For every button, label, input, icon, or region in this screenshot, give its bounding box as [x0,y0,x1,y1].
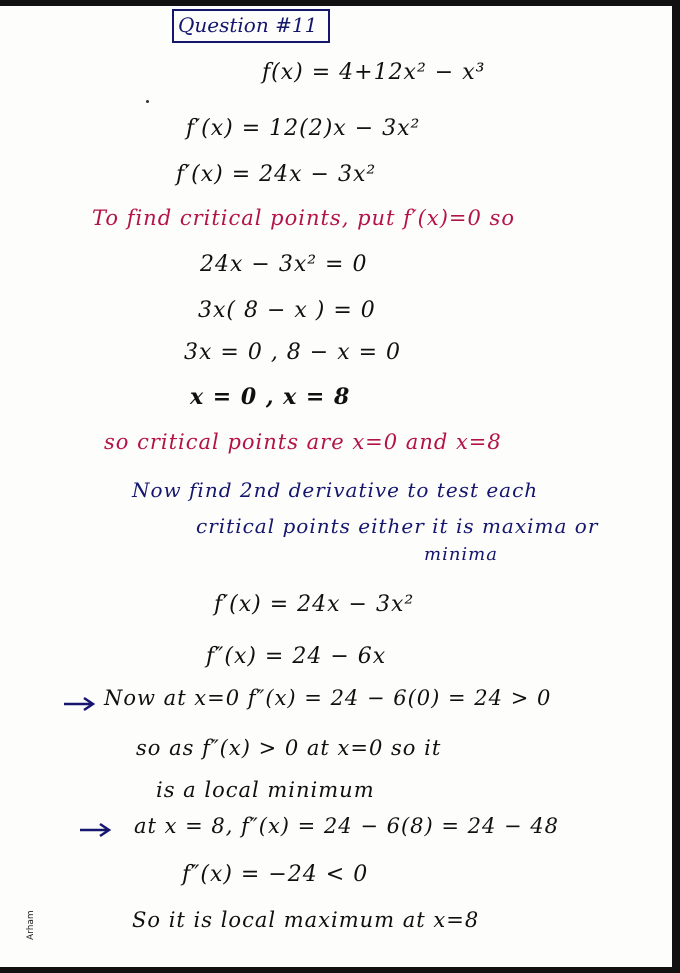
minimum-reason: so as f″(x) > 0 at x=0 so it [136,736,442,760]
critical-points-statement: so critical points are x=0 and x=8 [104,430,502,454]
bottom-border [0,967,680,973]
second-derivative-intro-cont: critical points either it is maxima or [196,514,599,538]
arrow-icon [62,696,98,712]
equation-set-zero: 24x − 3x² = 0 [200,252,368,277]
split-equations: 3x = 0 , 8 − x = 0 [184,340,402,365]
critical-values: x = 0 , x = 8 [190,384,351,410]
second-derivative-value: f″(x) = −24 < 0 [182,862,369,887]
second-derivative-intro-end: minima [424,544,498,565]
arrow-icon [78,822,114,838]
heading: Question #11 [178,13,318,37]
critical-instruction: To find critical points, put f′(x)=0 so [92,206,515,230]
right-border [672,0,680,973]
top-border [0,0,680,6]
function-line: f(x) = 4+12x² − x³ [262,60,486,85]
minimum-conclusion: is a local minimum [156,778,375,802]
ink-dot [146,100,149,103]
test-at-eight: at x = 8, f″(x) = 24 − 6(8) = 24 − 48 [134,814,560,838]
second-derivative: f″(x) = 24 − 6x [206,644,387,669]
maximum-conclusion: So it is local maximum at x=8 [132,908,480,932]
test-at-zero: Now at x=0 f″(x) = 24 − 6(0) = 24 > 0 [104,686,552,710]
first-derivative: f′(x) = 24x − 3x² [176,162,377,187]
second-derivative-intro: Now find 2nd derivative to test each [132,478,539,502]
first-derivative-repeat: f′(x) = 24x − 3x² [214,592,415,617]
side-watermark: Arham [26,910,36,940]
first-derivative-expanded: f′(x) = 12(2)x − 3x² [186,116,421,141]
factored-equation: 3x( 8 − x ) = 0 [198,298,376,323]
